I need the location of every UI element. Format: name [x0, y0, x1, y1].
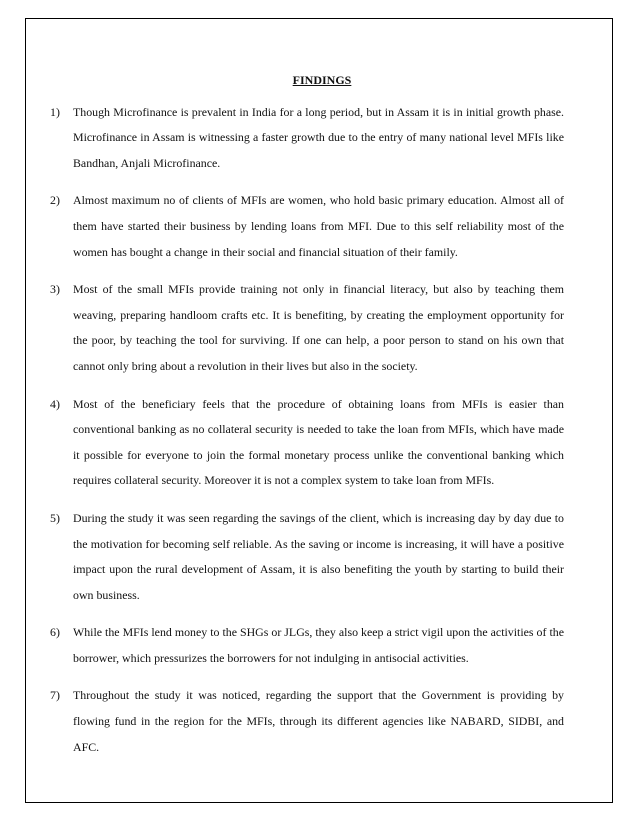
finding-item — [50, 277, 564, 379]
finding-text: Almost maximum no of clients of MFIs are women, who hold basic primary education. Almost all of them have started their business by lending loans from MFI. Due to this self reliability most of the women has bought a change in their social and financial situation of their family. — [73, 193, 564, 259]
finding-text: During the study it was seen regarding the savings of the client, which is increasing day by day due to the motivation for becoming self reliable. As the saving or income is increasing, it will have a positive impact upon the rural development of Assam, it is also benefiting the youth by starting to build their own business. — [73, 510, 564, 602]
finding-number: 7) — [50, 688, 60, 703]
finding-number: 3) — [50, 282, 60, 297]
finding-text: Though Microfinance is prevalent in India for a long period, but in Assam it is in initial growth phase. Microfinance in Assam is witnessing a faster growth due to the entry of many national level MFIs like Bandhan, Anjali Microfinance. — [73, 104, 564, 170]
finding-number: 5) — [50, 510, 60, 525]
page-title: FINDINGS — [292, 73, 352, 87]
finding-item — [50, 506, 564, 608]
document-body — [50, 68, 564, 772]
finding-text: Most of the beneficiary feels that the procedure of obtaining loans from MFIs is easier than conventional banking as no collateral security is needed to take the loan from MFIs, which have made it possible for everyone to join the formal monetary process unlike the conventional banking which requires collateral security. Moreover it is not a complex system to take loan from MFIs. — [73, 396, 564, 488]
finding-number: 2) — [50, 193, 60, 208]
finding-number: 1) — [50, 104, 60, 119]
finding-item — [50, 100, 564, 177]
finding-number: 4) — [50, 396, 60, 411]
finding-item — [50, 620, 564, 671]
finding-item — [50, 392, 564, 494]
finding-item — [50, 683, 564, 760]
finding-item — [50, 188, 564, 265]
finding-number: 6) — [50, 625, 60, 640]
finding-text: While the MFIs lend money to the SHGs or JLGs, they also keep a strict vigil upon the activities of the borrower, which pressurizes the borrowers for not indulging in antisocial activities. — [73, 625, 564, 665]
finding-text: Most of the small MFIs provide training not only in financial literacy, but also by teaching them weaving, preparing handloom crafts etc. It is benefiting, by creating the employment opportunity for the poor, by teaching the tool for surviving. If one can help, a poor person to stand on his own that cannot only bring about a revolution in their lives but also in the society. — [73, 282, 564, 373]
finding-text: Throughout the study it was noticed, regarding the support that the Government is providing by flowing fund in the region for the MFIs, through its different agencies like NABARD, SIDBI, and AFC. — [73, 688, 564, 754]
